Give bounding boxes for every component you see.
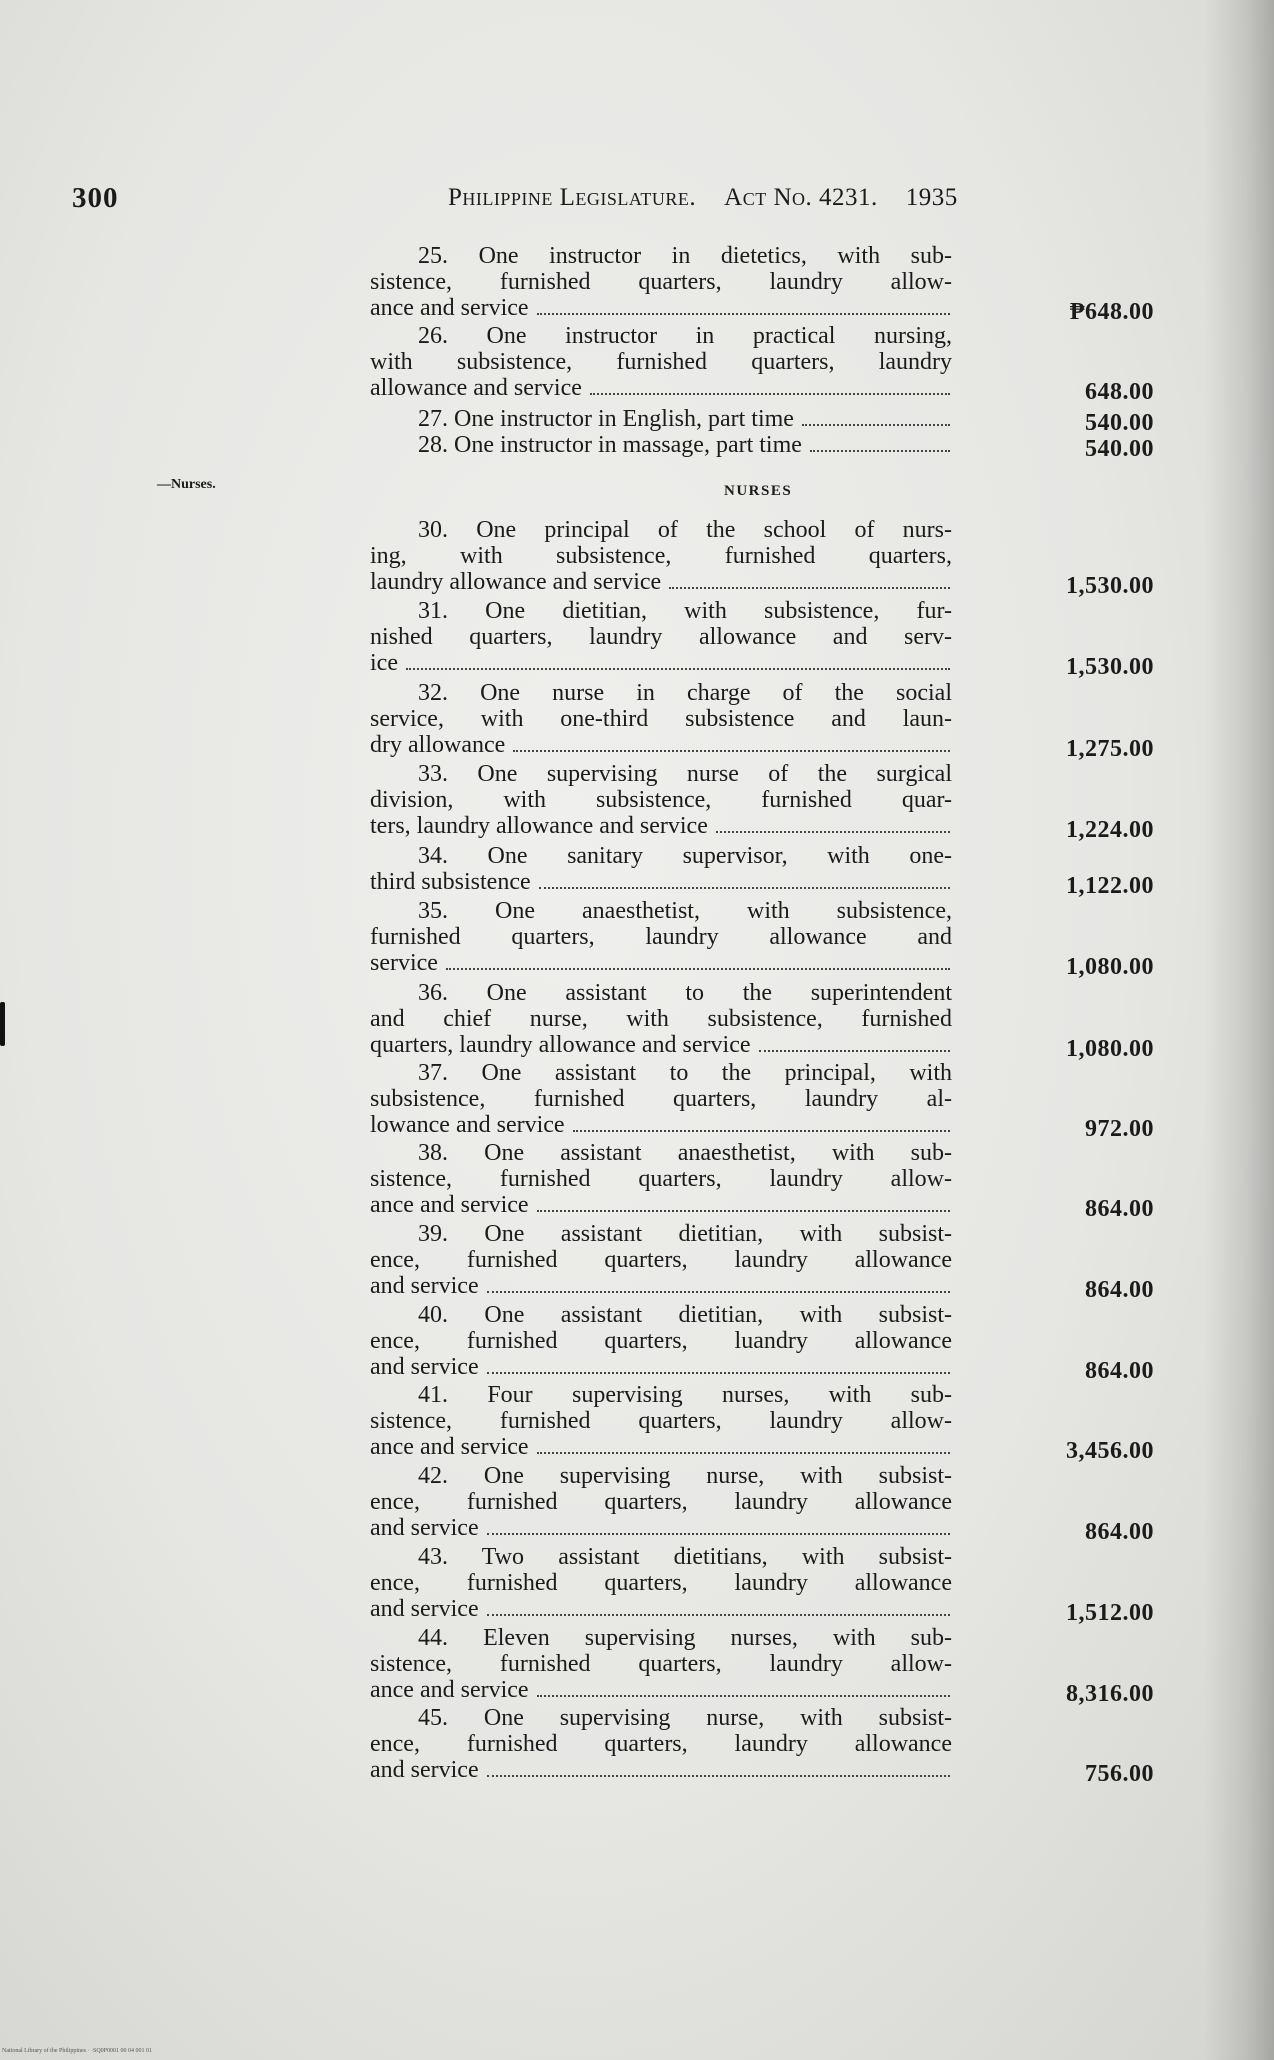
item-amount: 1,080.00: [1066, 1036, 1154, 1062]
margin-note: —Nurses.: [157, 477, 216, 492]
item-text-end: allowance and service: [370, 375, 582, 401]
dot-leader: [802, 423, 950, 426]
item-description-continued: [370, 569, 952, 595]
item-description-continued: [370, 950, 952, 976]
item-description-continued: division, with subsistence, furnished quar-: [370, 787, 952, 813]
dot-leader: [537, 1209, 950, 1212]
appropriation-item: [370, 406, 952, 432]
item-description: 35. One anaesthetist, with subsistence,: [418, 898, 952, 924]
item-description: 26. One instructor in practical nursing,: [418, 323, 952, 349]
dot-leader: [446, 967, 950, 970]
item-description: 40. One assistant dietitian, with subsist-: [418, 1302, 952, 1328]
item-description-continued: nished quarters, laundry allowance and serv-: [370, 624, 952, 650]
dot-leader: [759, 1049, 951, 1052]
item-description-continued: sistence, furnished quarters, laundry allow-: [370, 269, 952, 295]
item-description-continued: sistence, furnished quarters, laundry allow-: [370, 1166, 952, 1192]
item-text-end: lowance and service: [370, 1112, 565, 1138]
item-description-continued: [370, 732, 952, 758]
item-description-continued: [370, 1677, 952, 1703]
item-description-continued: [370, 1596, 952, 1622]
appropriation-item: [370, 243, 952, 321]
item-description: 42. One supervising nurse, with subsist-: [418, 1463, 952, 1489]
item-text-end: 28. One instructor in massage, part time: [418, 432, 802, 458]
appropriation-item: [370, 432, 952, 458]
dot-leader: [573, 1129, 950, 1132]
item-amount: ₱648.00: [1069, 299, 1154, 325]
item-description-continued: [370, 1515, 952, 1541]
item-amount: 972.00: [1085, 1116, 1154, 1142]
appropriation-item: [370, 980, 952, 1058]
item-description: 41. Four supervising nurses, with sub-: [418, 1382, 952, 1408]
item-text-end: and service: [370, 1596, 479, 1622]
appropriation-item: [370, 1060, 952, 1138]
item-description: 33. One supervising nurse of the surgical: [418, 761, 952, 787]
dot-leader: [513, 749, 950, 752]
item-text-end: and service: [370, 1354, 479, 1380]
dot-leader: [810, 449, 950, 452]
binding-mark: [0, 1002, 5, 1046]
dot-leader: [537, 1694, 950, 1697]
appropriation-item: [370, 761, 952, 839]
item-description-continued: [370, 375, 952, 401]
item-description-continued: [370, 1354, 952, 1380]
appropriation-item: [370, 1463, 952, 1541]
item-description-continued: service, with one-third subsistence and laun-: [370, 706, 952, 732]
appropriation-item: [370, 1221, 952, 1299]
appropriation-item: [370, 898, 952, 976]
item-text-end: ance and service: [370, 1434, 529, 1460]
page-edge-shadow: [1204, 0, 1274, 2060]
item-description-continued: [370, 1757, 952, 1783]
item-amount: 8,316.00: [1066, 1681, 1154, 1707]
appropriation-item: [370, 680, 952, 758]
dot-leader: [487, 1532, 950, 1535]
dot-leader: [537, 1451, 950, 1454]
item-amount: 3,456.00: [1066, 1438, 1154, 1464]
item-description-continued: [370, 1112, 952, 1138]
item-description: 25. One instructor in dietetics, with sub-: [418, 243, 952, 269]
item-description-continued: and chief nurse, with subsistence, furnished: [370, 1006, 952, 1032]
item-description: 39. One assistant dietitian, with subsist-: [418, 1221, 952, 1247]
item-description-continued: ence, furnished quarters, laundry allowance: [370, 1247, 952, 1273]
appropriation-item: [370, 517, 952, 595]
appropriation-item: [370, 1625, 952, 1703]
item-description: 38. One assistant anaesthetist, with sub-: [418, 1140, 952, 1166]
item-amount: 1,512.00: [1066, 1600, 1154, 1626]
act-number: Act No. 4231.: [724, 184, 878, 211]
appropriation-item: [370, 1382, 952, 1460]
dot-leader: [716, 830, 950, 833]
item-description: [370, 432, 952, 458]
item-text-end: third subsistence: [370, 869, 531, 895]
item-amount: 540.00: [1085, 410, 1154, 436]
appropriation-item: [370, 1302, 952, 1380]
dot-leader: [537, 312, 950, 315]
item-description-continued: [370, 813, 952, 839]
item-description-continued: furnished quarters, laundry allowance and: [370, 924, 952, 950]
section-heading: NURSES: [724, 483, 793, 499]
item-text-end: ters, laundry allowance and service: [370, 813, 708, 839]
item-amount: 1,122.00: [1066, 873, 1154, 899]
item-amount: 1,530.00: [1066, 654, 1154, 680]
item-text-end: 27. One instructor in English, part time: [418, 406, 794, 432]
item-amount: 864.00: [1085, 1277, 1154, 1303]
running-head: [448, 184, 958, 212]
dot-leader: [539, 886, 950, 889]
appropriation-item: [370, 323, 952, 401]
item-description-continued: ence, furnished quarters, laundry allowance: [370, 1570, 952, 1596]
item-description-continued: ence, furnished quarters, laundry allowance: [370, 1731, 952, 1757]
item-description: 43. Two assistant dietitians, with subsist-: [418, 1544, 952, 1570]
page-number: 300: [72, 182, 119, 214]
item-description-continued: [370, 1273, 952, 1299]
item-description-continued: [370, 295, 952, 321]
item-text-end: and service: [370, 1273, 479, 1299]
item-amount: 864.00: [1085, 1519, 1154, 1545]
item-text-end: service: [370, 950, 438, 976]
item-description: 44. Eleven supervising nurses, with sub-: [418, 1625, 952, 1651]
item-text-end: and service: [370, 1757, 479, 1783]
scan-credit: National Library of the Philippines · ·SQ0P0001 00 04 001 01: [2, 2048, 152, 2054]
appropriation-item: [370, 1544, 952, 1622]
item-text-end: ance and service: [370, 1677, 529, 1703]
item-description-continued: with subsistence, furnished quarters, laundry: [370, 349, 952, 375]
item-amount: 1,224.00: [1066, 817, 1154, 843]
item-description: 30. One principal of the school of nurs-: [418, 517, 952, 543]
dot-leader: [487, 1290, 950, 1293]
item-description-continued: ence, furnished quarters, luandry allowance: [370, 1328, 952, 1354]
item-description-continued: [370, 869, 952, 895]
item-description: [370, 406, 952, 432]
item-amount: 1,275.00: [1066, 736, 1154, 762]
item-text-end: quarters, laundry allowance and service: [370, 1032, 751, 1058]
item-amount: 1,530.00: [1066, 573, 1154, 599]
dot-leader: [487, 1613, 950, 1616]
item-amount: 756.00: [1085, 1761, 1154, 1787]
item-description-continued: ence, furnished quarters, laundry allowance: [370, 1489, 952, 1515]
appropriation-item: [370, 1140, 952, 1218]
dot-leader: [487, 1774, 950, 1777]
item-text-end: ance and service: [370, 1192, 529, 1218]
item-description-continued: [370, 650, 952, 676]
item-description-continued: sistence, furnished quarters, laundry allow-: [370, 1408, 952, 1434]
item-text-end: laundry allowance and service: [370, 569, 662, 595]
item-amount: 864.00: [1085, 1196, 1154, 1222]
item-amount: 1,080.00: [1066, 954, 1154, 980]
running-title: Philippine Legislature.: [448, 184, 697, 211]
item-text-end: and service: [370, 1515, 479, 1541]
item-text-end: ance and service: [370, 295, 529, 321]
item-description-continued: ing, with subsistence, furnished quarters,: [370, 543, 952, 569]
item-text-end: ice: [370, 650, 398, 676]
dot-leader: [669, 586, 950, 589]
item-description-continued: subsistence, furnished quarters, laundry al-: [370, 1086, 952, 1112]
page-header: [0, 182, 1274, 218]
appropriation-item: [370, 843, 952, 895]
item-description-continued: [370, 1032, 952, 1058]
item-description-continued: sistence, furnished quarters, laundry allow-: [370, 1651, 952, 1677]
item-description: 32. One nurse in charge of the social: [418, 680, 952, 706]
act-year: 1935: [905, 184, 958, 211]
dot-leader: [487, 1371, 950, 1374]
item-description: 37. One assistant to the principal, with: [418, 1060, 952, 1086]
item-description: 34. One sanitary supervisor, with one-: [418, 843, 952, 869]
dot-leader: [590, 392, 950, 395]
item-amount: 864.00: [1085, 1358, 1154, 1384]
item-description: 31. One dietitian, with subsistence, fur-: [418, 598, 952, 624]
item-amount: 540.00: [1085, 436, 1154, 462]
item-description-continued: [370, 1434, 952, 1460]
item-text-end: dry allowance: [370, 732, 506, 758]
item-amount: 648.00: [1085, 379, 1154, 405]
item-description: 36. One assistant to the superintendent: [418, 980, 952, 1006]
item-description: 45. One supervising nurse, with subsist-: [418, 1705, 952, 1731]
appropriation-item: [370, 598, 952, 676]
item-description-continued: [370, 1192, 952, 1218]
appropriation-item: [370, 1705, 952, 1783]
dot-leader: [406, 667, 950, 670]
